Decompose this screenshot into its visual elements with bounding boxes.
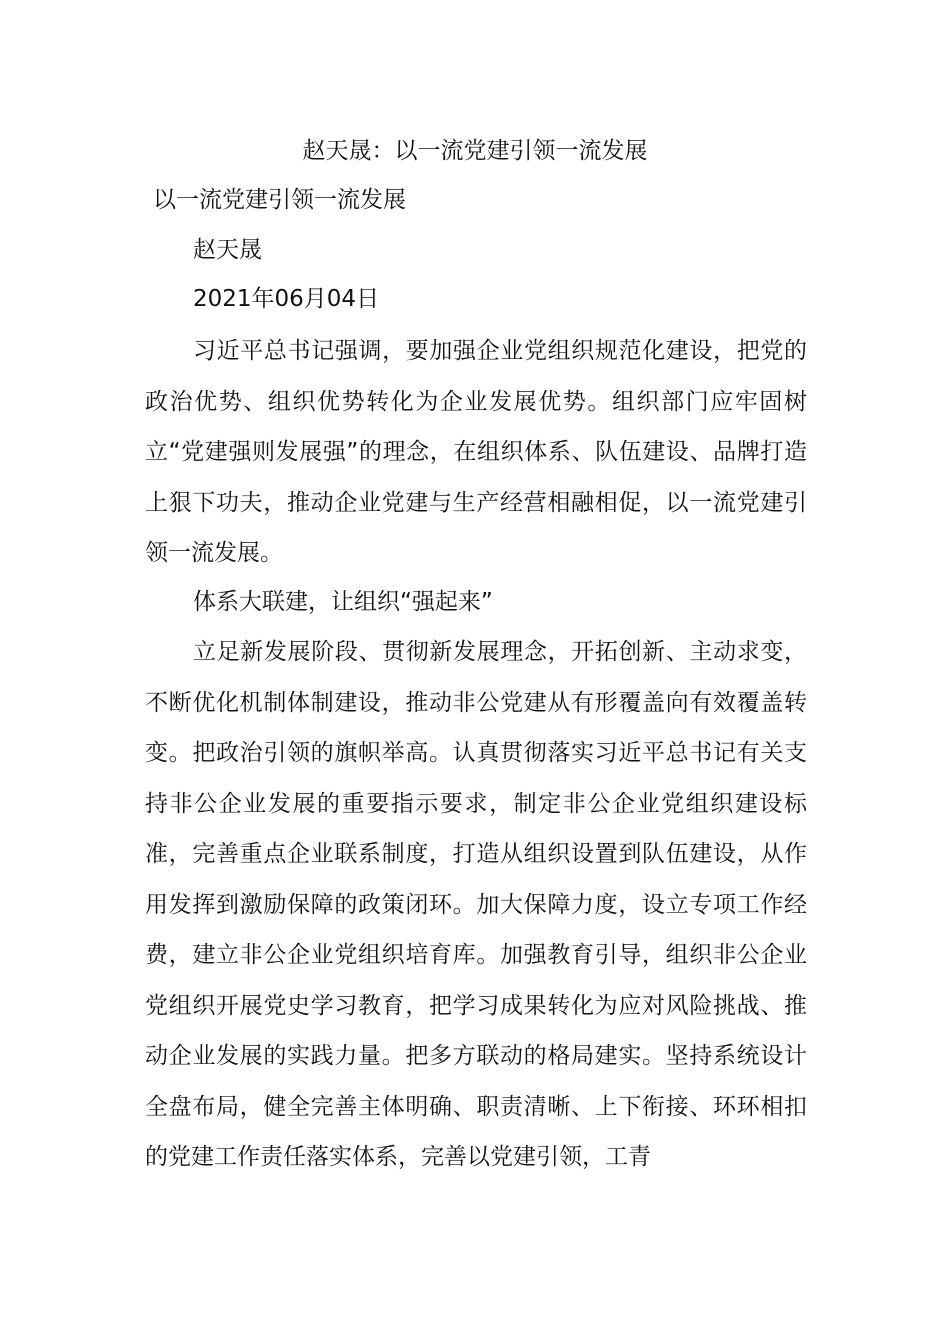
publish-date: 2021年06月04日 [193,286,380,312]
section-heading: 体系大联建，让组织“强起来” [193,589,493,615]
document-title: 赵天晟：以一流党建引领一流发展 [302,138,648,164]
body-paragraph: 立足新发展阶段、贯彻新发展理念，开拓创新、主动求变，不断优化机制体制建设，推动非公党建从有形覆盖向有效覆盖转变。把政治引领的旗帜举高。认真贯彻落实习近平总书记有关支持非公企业发展的重要指示要求，制定非公企业党组织建设标准，完善重点企业联系制度，打造从组织设置到队伍建设，从作用发挥到激励保障的政策闭环。加大保障力度，设立专项工作经费，建立非公企业党组织培育库。加强教育引导，组织非公企业党组织开展党史学习教育，把学习成果转化为应对风险挑战、推动企业发展的实践力量。把多方联动的格局建实。坚持系统设计全盘布局，健全完善主体明确、职责清晰、上下衔接、环环相扣的党建工作责任落实体系，完善以党建引领，工青 [145,639,807,1170]
author-name: 赵天晟 [193,237,262,263]
document-subtitle: 以一流党建引领一流发展 [153,187,406,213]
body-paragraph: 习近平总书记强调，要加强企业党组织规范化建设，把党的政治优势、组织优势转化为企业发展优势。组织部门应牢固树立“党建强则发展强”的理念，在组织体系、队伍建设、品牌打造上狠下功夫，推动企业党建与生产经营相融相促，以一流党建引领一流发展。 [145,338,807,566]
